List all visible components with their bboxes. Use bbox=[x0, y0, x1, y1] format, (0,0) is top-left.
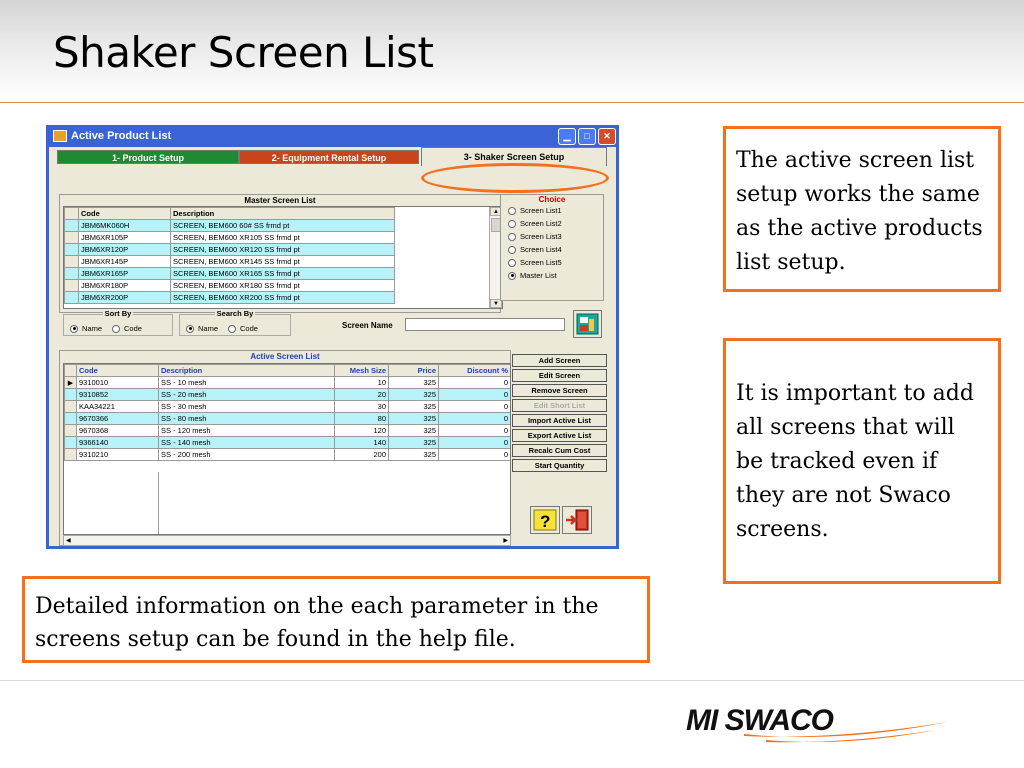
choice-screen-list5[interactable]: Screen List5 bbox=[508, 256, 603, 269]
header-divider bbox=[0, 102, 1024, 103]
tab-product-setup[interactable]: 1- Product Setup bbox=[57, 150, 239, 164]
edit-screen-button[interactable]: Edit Screen bbox=[512, 369, 607, 382]
scroll-left-icon[interactable]: ◀ bbox=[66, 538, 71, 544]
window-titlebar bbox=[49, 125, 616, 147]
master-screen-grid bbox=[63, 206, 503, 309]
column-header-mesh-size[interactable]: Mesh Size bbox=[335, 365, 389, 377]
add-screen-button[interactable]: Add Screen bbox=[512, 354, 607, 367]
callout-setup-note: The active screen list setup works the same as the active products list setup. bbox=[723, 126, 1001, 292]
sort-by-code[interactable]: Code bbox=[112, 322, 142, 335]
table-row[interactable]: JBM6XR165P SCREEN, BEM600 XR165 SS frmd pt bbox=[65, 268, 395, 280]
column-header-discount[interactable]: Discount % bbox=[439, 365, 511, 377]
logo-text: MI SWACO bbox=[686, 704, 833, 737]
active-screen-title: Active Screen List bbox=[250, 352, 320, 361]
scroll-up-icon[interactable]: ▲ bbox=[490, 207, 502, 216]
choice-screen-list3[interactable]: Screen List3 bbox=[508, 230, 603, 243]
choice-screen-list1[interactable]: Screen List1 bbox=[508, 204, 603, 217]
radio-icon bbox=[508, 233, 516, 241]
search-by-label: Search By bbox=[216, 309, 254, 318]
sort-by-group bbox=[63, 309, 173, 336]
scroll-right-icon[interactable]: ▶ bbox=[503, 538, 508, 544]
row-pointer-icon: ▶ bbox=[65, 377, 77, 389]
recalc-cum-cost-button[interactable]: Recalc Cum Cost bbox=[512, 444, 607, 457]
mi-swaco-logo bbox=[686, 700, 956, 750]
table-row[interactable]: JBM6XR120P SCREEN, BEM600 XR120 SS frmd pt bbox=[65, 244, 395, 256]
close-icon[interactable]: ✕ bbox=[598, 128, 616, 145]
highlight-oval bbox=[421, 163, 609, 193]
search-by-code[interactable]: Code bbox=[228, 322, 258, 335]
active-horizontal-scrollbar[interactable] bbox=[63, 535, 511, 546]
table-row[interactable]: JBM6XR105P SCREEN, BEM600 XR105 SS frmd pt bbox=[65, 232, 395, 244]
remove-screen-button[interactable]: Remove Screen bbox=[512, 384, 607, 397]
slide-title: Shaker Screen List bbox=[53, 28, 434, 77]
column-header-code[interactable]: Code bbox=[79, 208, 171, 220]
sort-by-name[interactable]: Name bbox=[70, 322, 102, 335]
radio-selected-icon bbox=[186, 325, 194, 333]
maximize-icon[interactable]: □ bbox=[578, 128, 596, 145]
callout-important-note: It is important to add all screens that will be tracked even if they are not Swaco screens. bbox=[723, 338, 1001, 584]
table-row[interactable]: JBM6XR180P SCREEN, BEM600 XR180 SS frmd pt bbox=[65, 280, 395, 292]
tab-equipment-rental-setup[interactable]: 2- Equipment Rental Setup bbox=[239, 150, 419, 164]
table-row[interactable]: KAA34221 SS - 30 mesh 30 325 0 bbox=[65, 401, 511, 413]
active-product-list-window bbox=[46, 125, 619, 549]
help-icon[interactable] bbox=[530, 506, 560, 534]
minimize-icon[interactable]: ▁ bbox=[558, 128, 576, 145]
table-row[interactable]: JBM6XR200P SCREEN, BEM600 XR200 SS frmd pt bbox=[65, 292, 395, 304]
column-header-description[interactable]: Description bbox=[171, 208, 395, 220]
choice-title: Choice bbox=[538, 195, 566, 204]
radio-selected-icon bbox=[70, 325, 78, 333]
screen-list-icon[interactable] bbox=[573, 310, 602, 338]
table-row[interactable]: JBM6MK060H SCREEN, BEM600 60# SS frmd pt bbox=[65, 220, 395, 232]
import-active-list-button[interactable]: Import Active List bbox=[512, 414, 607, 427]
footer-divider bbox=[0, 680, 1024, 681]
start-quantity-button[interactable]: Start Quantity bbox=[512, 459, 607, 472]
screen-name-label: Screen Name bbox=[342, 321, 393, 330]
table-row[interactable]: 9670366 SS - 80 mesh 80 325 0 bbox=[65, 413, 511, 425]
screen-name-input[interactable] bbox=[405, 318, 565, 331]
choice-screen-list4[interactable]: Screen List4 bbox=[508, 243, 603, 256]
radio-icon bbox=[228, 325, 236, 333]
edit-short-list-button[interactable]: Edit Short List bbox=[512, 399, 607, 412]
radio-selected-icon bbox=[508, 272, 516, 280]
radio-icon bbox=[112, 325, 120, 333]
radio-icon bbox=[508, 207, 516, 215]
column-header-price[interactable]: Price bbox=[389, 365, 439, 377]
radio-icon bbox=[508, 259, 516, 267]
table-row[interactable]: JBM6XR145P SCREEN, BEM600 XR145 SS frmd pt bbox=[65, 256, 395, 268]
sort-by-label: Sort By bbox=[104, 309, 132, 318]
search-by-name[interactable]: Name bbox=[186, 322, 218, 335]
tab-shaker-screen-setup[interactable]: 3- Shaker Screen Setup bbox=[421, 147, 607, 166]
exit-icon[interactable] bbox=[562, 506, 592, 534]
table-row[interactable]: 9310210 SS - 200 mesh 200 325 0 bbox=[65, 449, 511, 461]
callout-help-note: Detailed information on the each parameter in the screens setup can be found in the help file. bbox=[22, 576, 650, 663]
window-title: Active Product List bbox=[71, 130, 172, 142]
table-row[interactable]: 9366140 SS - 140 mesh 140 325 0 bbox=[65, 437, 511, 449]
table-row[interactable]: 9310852 SS - 20 mesh 20 325 0 bbox=[65, 389, 511, 401]
svg-text:?: ? bbox=[540, 512, 551, 531]
choice-panel bbox=[500, 194, 604, 301]
export-active-list-button[interactable]: Export Active List bbox=[512, 429, 607, 442]
table-row[interactable]: ▶ 9310010 SS - 10 mesh 10 325 0 bbox=[65, 377, 511, 389]
master-screen-title: Master Screen List bbox=[244, 196, 316, 205]
radio-icon bbox=[508, 246, 516, 254]
active-screen-grid bbox=[63, 363, 511, 535]
column-header-code[interactable]: Code bbox=[77, 365, 159, 377]
radio-icon bbox=[508, 220, 516, 228]
choice-screen-list2[interactable]: Screen List2 bbox=[508, 217, 603, 230]
column-header-description[interactable]: Description bbox=[159, 365, 335, 377]
search-by-group bbox=[179, 309, 291, 336]
window-client bbox=[49, 147, 616, 546]
app-icon bbox=[53, 130, 67, 142]
scroll-down-icon[interactable]: ▼ bbox=[490, 299, 502, 308]
table-row[interactable]: 9670368 SS - 120 mesh 120 325 0 bbox=[65, 425, 511, 437]
choice-master-list[interactable]: Master List bbox=[508, 269, 603, 282]
